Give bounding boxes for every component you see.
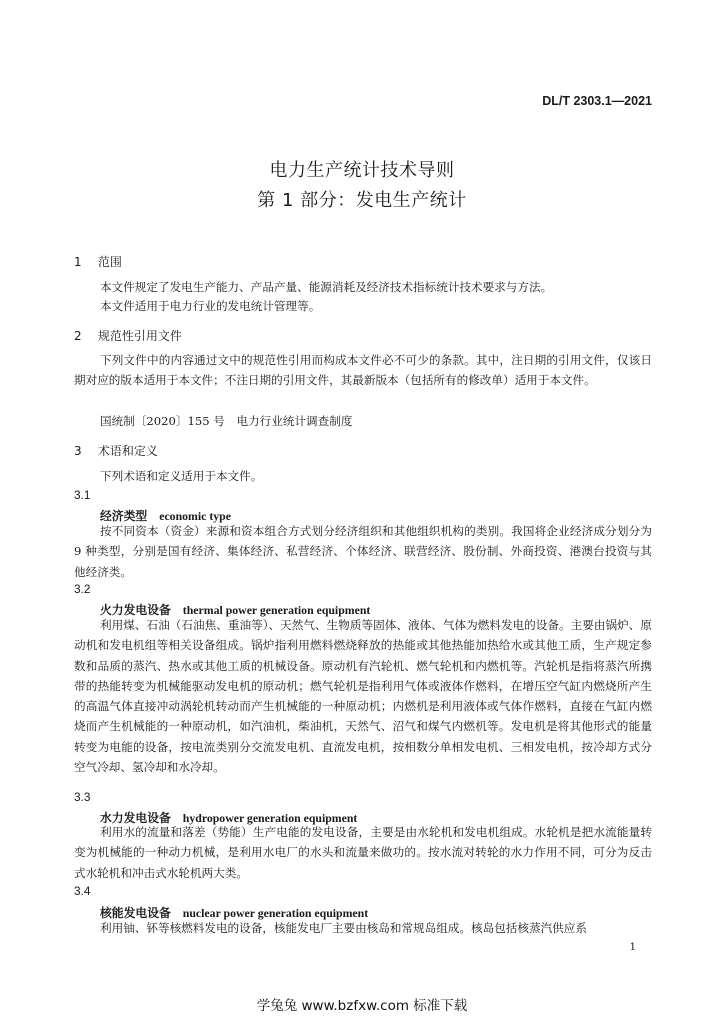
section-number: 2 [74,329,82,343]
term-zh: 火力发电设备 [100,603,171,617]
term-en: nuclear power generation equipment [182,906,369,920]
term-definition: 利用煤、石油（石油焦、重油等）、天然气、生物质等固体、液体、气体为燃料发电的设备。主要由锅炉、原动机和发电机组等相关设备组成。锅炉指利用燃料燃烧释放的热能或其他热能加热给水或其他工质，生产规定参数和品质的蒸汽、热水或其他工质的机械设备。原动机有汽轮机、燃气轮机和内燃机等。汽轮机是指将蒸汽所携带的热能转变为机械能驱动发电机的原动机；燃气轮机是指利用气体或液体作燃料，在增压空气缸内燃烧所产生的高温气体直接冲动涡轮机转动而产生机械能的一种原动机；内燃机是利用液体或气体作燃料，直接在气缸内燃烧而产生机械能的一种原动机，如汽油机，柴油机，天然气、沼气和煤气内燃机等。发电机是将其他形式的能量转变为电能的设备，按电流类别分交流发电机、直流发电机，按相数分单相发电机、三相发电机，按冷却方式分空气冷却、氢冷却和水冷却。 [74,618,652,775]
section-3-heading [74,442,158,459]
section-2-heading [74,327,182,344]
term-number: 3.3 [74,790,91,804]
section-3-intro: 下列术语和定义适用于本文件。 [100,469,263,483]
section-number: 1 [74,255,82,269]
section-title: 术语和定义 [97,444,158,458]
term-zh: 水力发电设备 [100,811,171,825]
term-definition: 按不同资本（资金）来源和资本组合方式划分经济组织和其他组织机构的类别。我国将企业经济成分划分为 9 种类型，分别是国有经济、集体经济、私营经济、个体经济、联营经济、股份制、外商投资、港澳台投资与其他经济类。 [74,524,652,579]
term-number: 3.2 [74,582,91,596]
page-number: 1 [629,942,636,953]
normative-reference: 国统制〔2020〕155 号 电力行业统计调查制度 [100,414,353,428]
term-zh: 经济类型 [100,509,148,523]
term-definition: 利用水的流量和落差（势能）生产电能的发电设备，主要是由水轮机和发电机组成。水轮机是把水流能量转变为机械能的一种动力机械，是利用水电厂的水头和流量来做功的。按水流对转轮的水力作用不同，可分为反击式水轮机和冲击式水轮机两大类。 [74,825,652,880]
section-1-para-1: 本文件规定了发电生产能力、产品产量、能源消耗及经济技术指标统计技术要求与方法。 [100,280,553,294]
term-en: economic type [159,509,231,523]
section-title: 范围 [97,255,122,269]
section-number: 3 [74,444,82,458]
watermark-footer: 学兔兔 www.bzfxw.com 标准下载 [256,998,468,1014]
term-number: 3.4 [74,884,91,898]
section-1-para-2: 本文件适用于电力行业的发电统计管理等。 [100,299,321,313]
section-1-heading [74,253,122,270]
term-number: 3.1 [74,488,91,502]
document-number: DL/T 2303.1—2021 [542,94,652,108]
term-en: thermal power generation equipment [182,603,371,617]
term-definition: 利用铀、钚等核燃料发电的设备，核能发电厂主要由核岛和常规岛组成。核岛包括核蒸汽供应系 [100,921,587,935]
section-title: 规范性引用文件 [97,329,182,343]
section-2-para-1: 下列文件中的内容通过文中的规范性引用而构成本文件必不可少的条款。其中，注日期的引用文件，仅该日期对应的版本适用于本文件；不注日期的引用文件，其最新版本（包括所有的修改单）适用于本文件。 [74,353,652,388]
term-en: hydropower generation equipment [182,811,358,825]
document-subtitle: 第 1 部分：发电生产统计 [257,190,467,211]
term-zh: 核能发电设备 [100,906,171,920]
document-title: 电力生产统计技术导则 [269,160,455,181]
